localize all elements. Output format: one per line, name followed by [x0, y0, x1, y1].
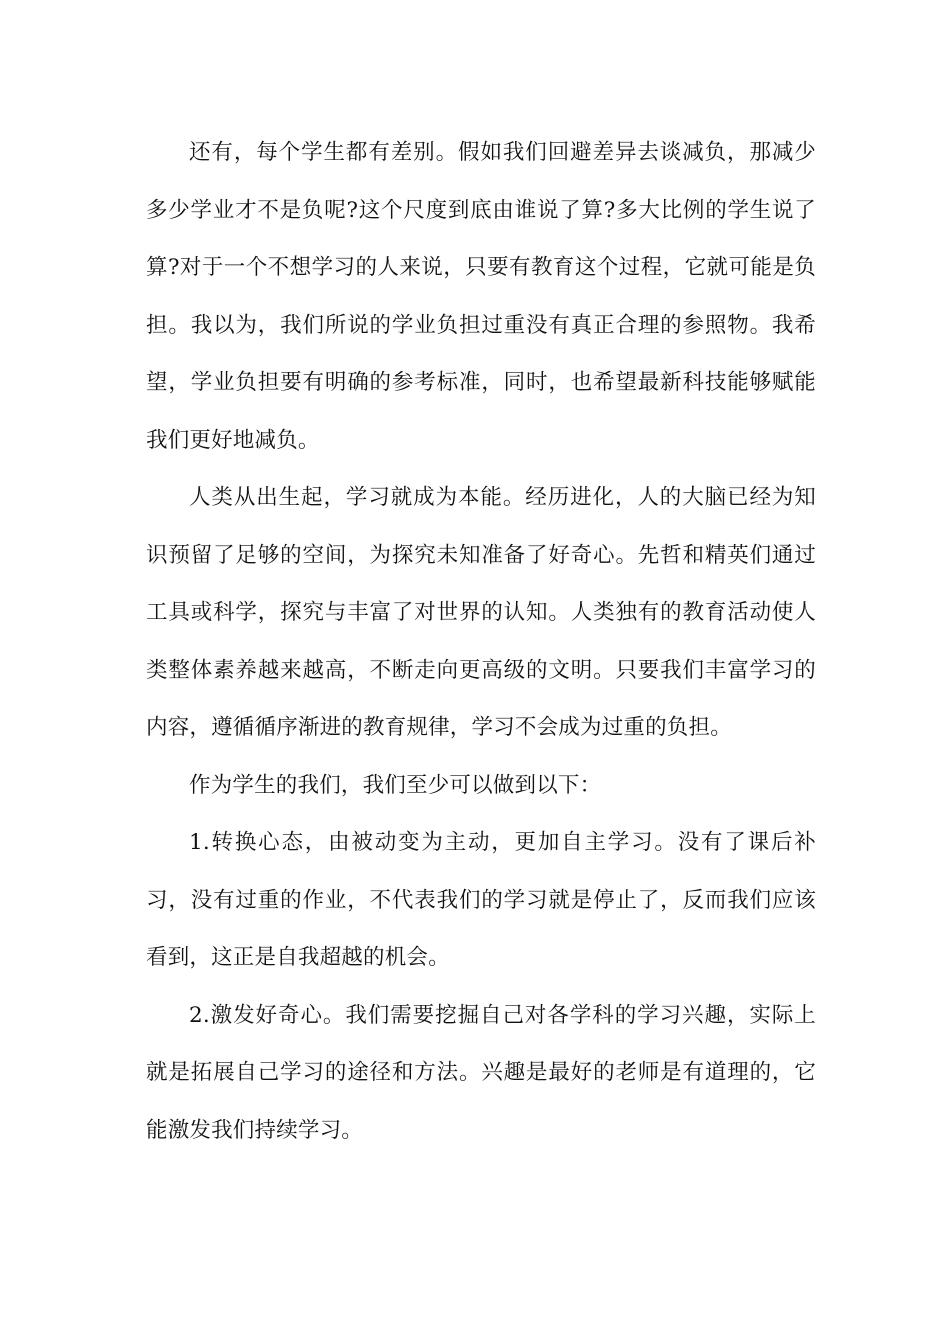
document-body — [146, 124, 816, 1159]
paragraph-4: 1.转换心态，由被动变为主动，更加自主学习。没有了课后补习，没有过重的作业，不代表我们的学习就是停止了，反而我们应该看到，这正是自我超越的机会。 — [146, 830, 816, 970]
paragraph-2: 人类从出生起，学习就成为本能。经历进化，人的大脑已经为知识预留了足够的空间，为探究未知准备了好奇心。先哲和精英们通过工具或科学，探究与丰富了对世界的认知。人类独有的教育活动使人类整体素养越来越高，不断走向更高级的文明。只要我们丰富学习的内容，遵循循序渐进的教育规律，学习不会成为过重的负担。 — [146, 485, 816, 740]
paragraph-1: 还有，每个学生都有差别。假如我们回避差异去谈减负，那减少多少学业才不是负呢?这个尺度到底由谁说了算?多大比例的学生说了算?对于一个不想学习的人来说，只要有教育这个过程，它就可能是负担。我以为，我们所说的学业负担过重没有真正合理的参照物。我希望，学业负担要有明确的参考标准，同时，也希望最新科技能够赋能我们更好地减负。 — [146, 140, 816, 453]
paragraph-3: 作为学生的我们，我们至少可以做到以下： — [189, 772, 602, 798]
paragraph-5: 2.激发好奇心。我们需要挖掘自己对各学科的学习兴趣，实际上就是拓展自己学习的途径和方法。兴趣是最好的老师是有道理的，它能激发我们持续学习。 — [146, 1002, 816, 1143]
